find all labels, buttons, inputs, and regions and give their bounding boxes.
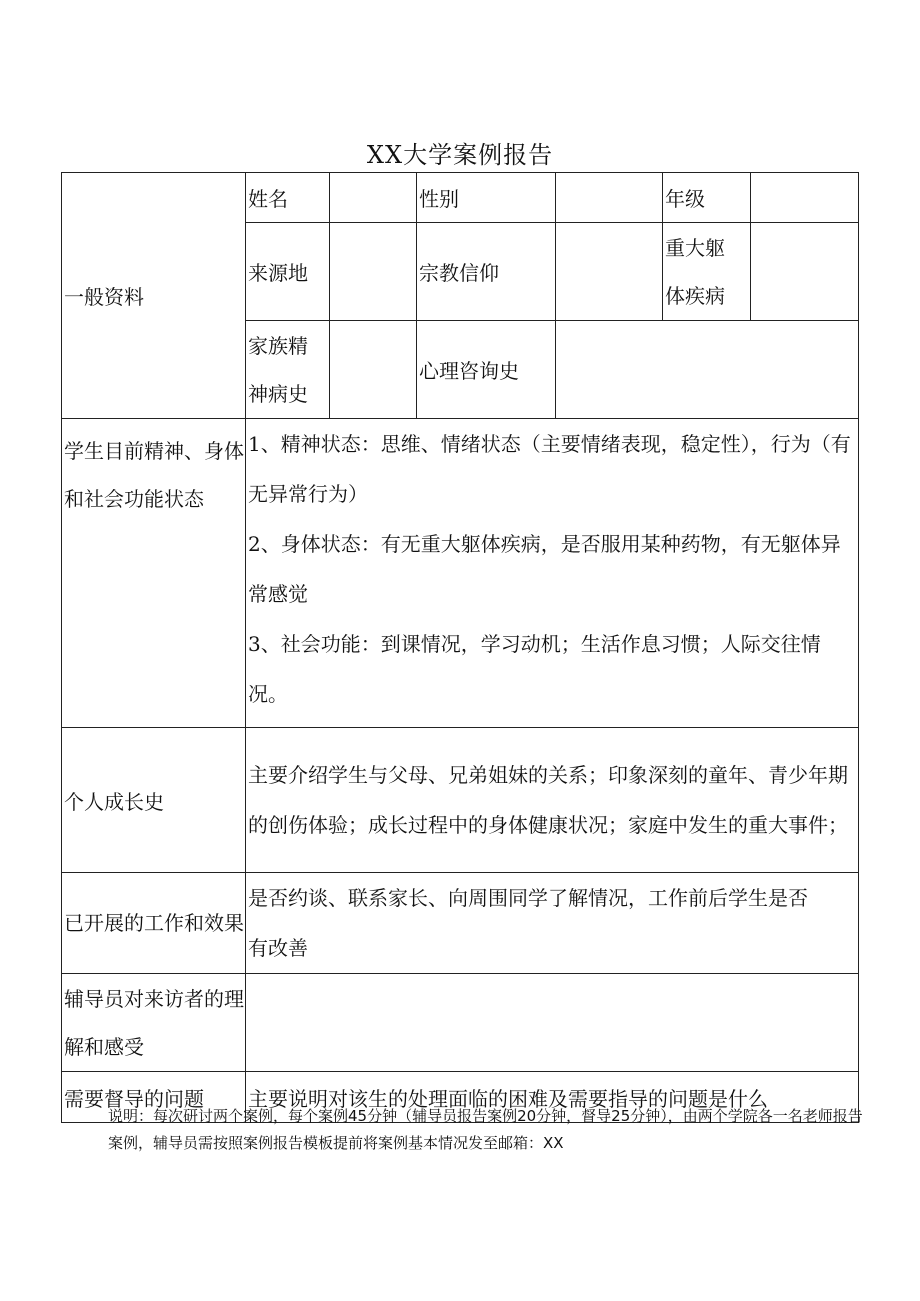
family-psych-label-line1: 家族精	[248, 333, 308, 358]
understanding-content[interactable]	[246, 974, 859, 1072]
gender-label: 性别	[417, 173, 556, 223]
grade-label: 年级	[663, 173, 751, 223]
work-label: 已开展的工作和效果	[62, 873, 246, 974]
counseling-history-label: 心理咨询史	[417, 321, 556, 419]
name-label: 姓名	[246, 173, 330, 223]
origin-value[interactable]	[330, 223, 417, 321]
origin-label: 来源地	[246, 223, 330, 321]
understanding-row	[62, 974, 859, 1072]
understanding-label: 辅导员对来访者的理解和感受	[62, 974, 246, 1072]
status-line-mental: 1、精神状态：思维、情绪状态（主要情绪表现，稳定性），行为（有无异常行为）	[248, 432, 851, 506]
family-psych-label	[246, 321, 330, 419]
work-content-line1: 是否约谈、联系家长、向周围同学了解情况，工作前后学生是否	[248, 886, 808, 910]
status-content[interactable]	[246, 419, 859, 728]
page-title: XX大学案例报告	[366, 141, 554, 169]
work-row	[62, 873, 859, 974]
general-section-label: 一般资料	[62, 173, 246, 419]
religion-value[interactable]	[556, 223, 663, 321]
status-row	[62, 419, 859, 728]
family-psych-value[interactable]	[330, 321, 417, 419]
status-line-social: 3、社会功能：到课情况，学习动机；生活作息习惯；人际交往情况。	[248, 632, 821, 706]
growth-content[interactable]: 主要介绍学生与父母、兄弟姐妹的关系；印象深刻的童年、青少年期的创伤体验；成长过程中的身体健康状况；家庭中发生的重大事件；	[246, 728, 859, 873]
status-line-physical: 2、身体状态：有无重大躯体疾病，是否服用某种药物，有无躯体异常感觉	[248, 532, 841, 606]
gender-value[interactable]	[556, 173, 663, 223]
supervision-content[interactable]: 主要说明对该生的处理面临的困难及需要指导的问题是什么	[246, 1072, 859, 1123]
growth-label: 个人成长史	[62, 728, 246, 873]
growth-row	[62, 728, 859, 873]
footnote: 说明：每次研讨两个案例，每个案例45分钟（辅导员报告案例20分钟，督导25分钟），由两个学院各一名老师报告案例，辅导员需按照案例报告模板提前将案例基本情况发至邮箱：XX	[108, 1107, 863, 1152]
illness-value[interactable]	[751, 223, 859, 321]
work-content[interactable]	[246, 873, 859, 974]
family-psych-label-line2: 神病史	[248, 381, 308, 406]
supervision-label: 需要督导的问题	[62, 1072, 246, 1123]
case-report-table	[61, 172, 859, 1123]
status-label: 学生目前精神、身体和社会功能状态	[62, 419, 246, 728]
grade-value[interactable]	[751, 173, 859, 223]
illness-label	[663, 223, 751, 321]
name-value[interactable]	[330, 173, 417, 223]
religion-label: 宗教信仰	[417, 223, 556, 321]
illness-label-line2: 体疾病	[665, 283, 725, 308]
counseling-history-value[interactable]	[556, 321, 859, 419]
general-row-1	[62, 173, 859, 223]
illness-label-line1: 重大躯	[665, 235, 725, 260]
work-content-line2: 有改善	[248, 936, 308, 960]
